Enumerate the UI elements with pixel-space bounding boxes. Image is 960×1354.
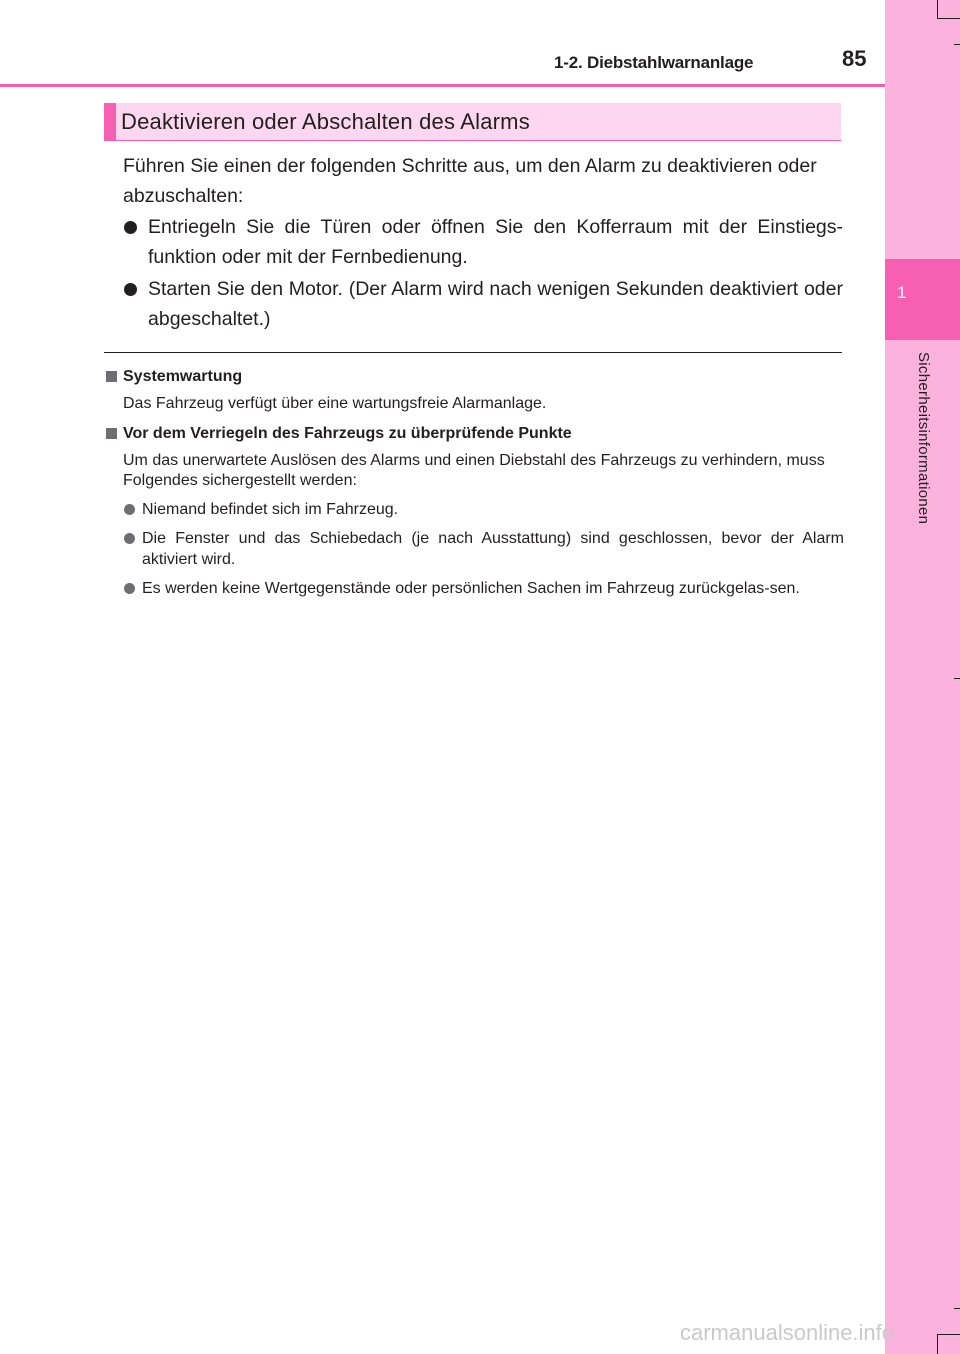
page-number: 85 — [842, 46, 867, 71]
check-list — [104, 499, 844, 599]
crop-mark — [937, 0, 938, 18]
crop-mark — [954, 678, 960, 679]
list-item — [123, 528, 844, 570]
note-title-text: Vor dem Verriegeln des Fahrzeugs zu überprüfende Punkte — [123, 425, 572, 442]
round-bullet-icon — [124, 583, 135, 594]
check-text: Niemand befindet sich im Fahrzeug. — [142, 501, 399, 518]
note-body: Um das unerwartete Auslösen des Alarms und einen Diebstahl des Fahrzeugs zu verhindern, muss Folgendes sichergestellt werden: — [123, 452, 825, 489]
section-divider — [104, 352, 842, 353]
crop-mark — [937, 1334, 960, 1335]
step-list — [123, 212, 843, 336]
list-item — [123, 578, 844, 599]
header-rule — [0, 84, 885, 87]
section-heading: Deaktivieren oder Abschalten des Alarms — [121, 109, 530, 134]
step-text: Entriegeln Sie die Türen oder öffnen Sie den Kofferraum mit der Einstiegs-funktion oder mit der Fernbedienung. — [148, 216, 843, 268]
intro-text: Führen Sie einen der folgenden Schritte aus, um den Alarm zu deaktivieren oder abzuschalten: — [123, 155, 817, 207]
crop-mark — [937, 1334, 938, 1354]
note-title-text: Systemwartung — [123, 368, 243, 385]
check-text: Die Fenster und das Schiebedach (je nach Ausstattung) sind geschlossen, bevor der Alarm aktiviert wird. — [142, 530, 844, 568]
round-bullet-icon — [124, 533, 135, 544]
running-header: 1-2. Diebstahlwarnanlage — [554, 53, 754, 72]
bullet-icon — [124, 221, 137, 234]
crop-mark — [937, 18, 960, 19]
square-bullet-icon — [106, 428, 117, 439]
round-bullet-icon — [124, 504, 135, 515]
watermark: carmanualsonline.info — [680, 1320, 895, 1345]
note-title — [104, 367, 844, 387]
square-bullet-icon — [106, 371, 117, 382]
list-item — [123, 212, 843, 272]
list-item — [123, 499, 844, 520]
note-checks-before-locking — [104, 424, 844, 599]
check-text: Es werden keine Wertgegenstände oder persönlichen Sachen im Fahrzeug zurückgelas-sen. — [142, 580, 800, 597]
crop-mark — [954, 44, 960, 45]
note-title — [104, 424, 844, 444]
step-text: Starten Sie den Motor. (Der Alarm wird nach wenigen Sekunden deaktiviert oder abgeschaltet.) — [148, 278, 843, 330]
chapter-title: Sicherheitsinformationen — [915, 352, 932, 525]
crop-mark — [954, 1308, 960, 1309]
note-body: Das Fahrzeug verfügt über eine wartungsfreie Alarmanlage. — [123, 395, 547, 412]
note-system-maintenance — [104, 367, 844, 414]
chapter-sidebar — [885, 0, 960, 1354]
chapter-number: 1 — [897, 283, 907, 302]
bullet-icon — [124, 283, 137, 296]
list-item — [123, 274, 843, 334]
